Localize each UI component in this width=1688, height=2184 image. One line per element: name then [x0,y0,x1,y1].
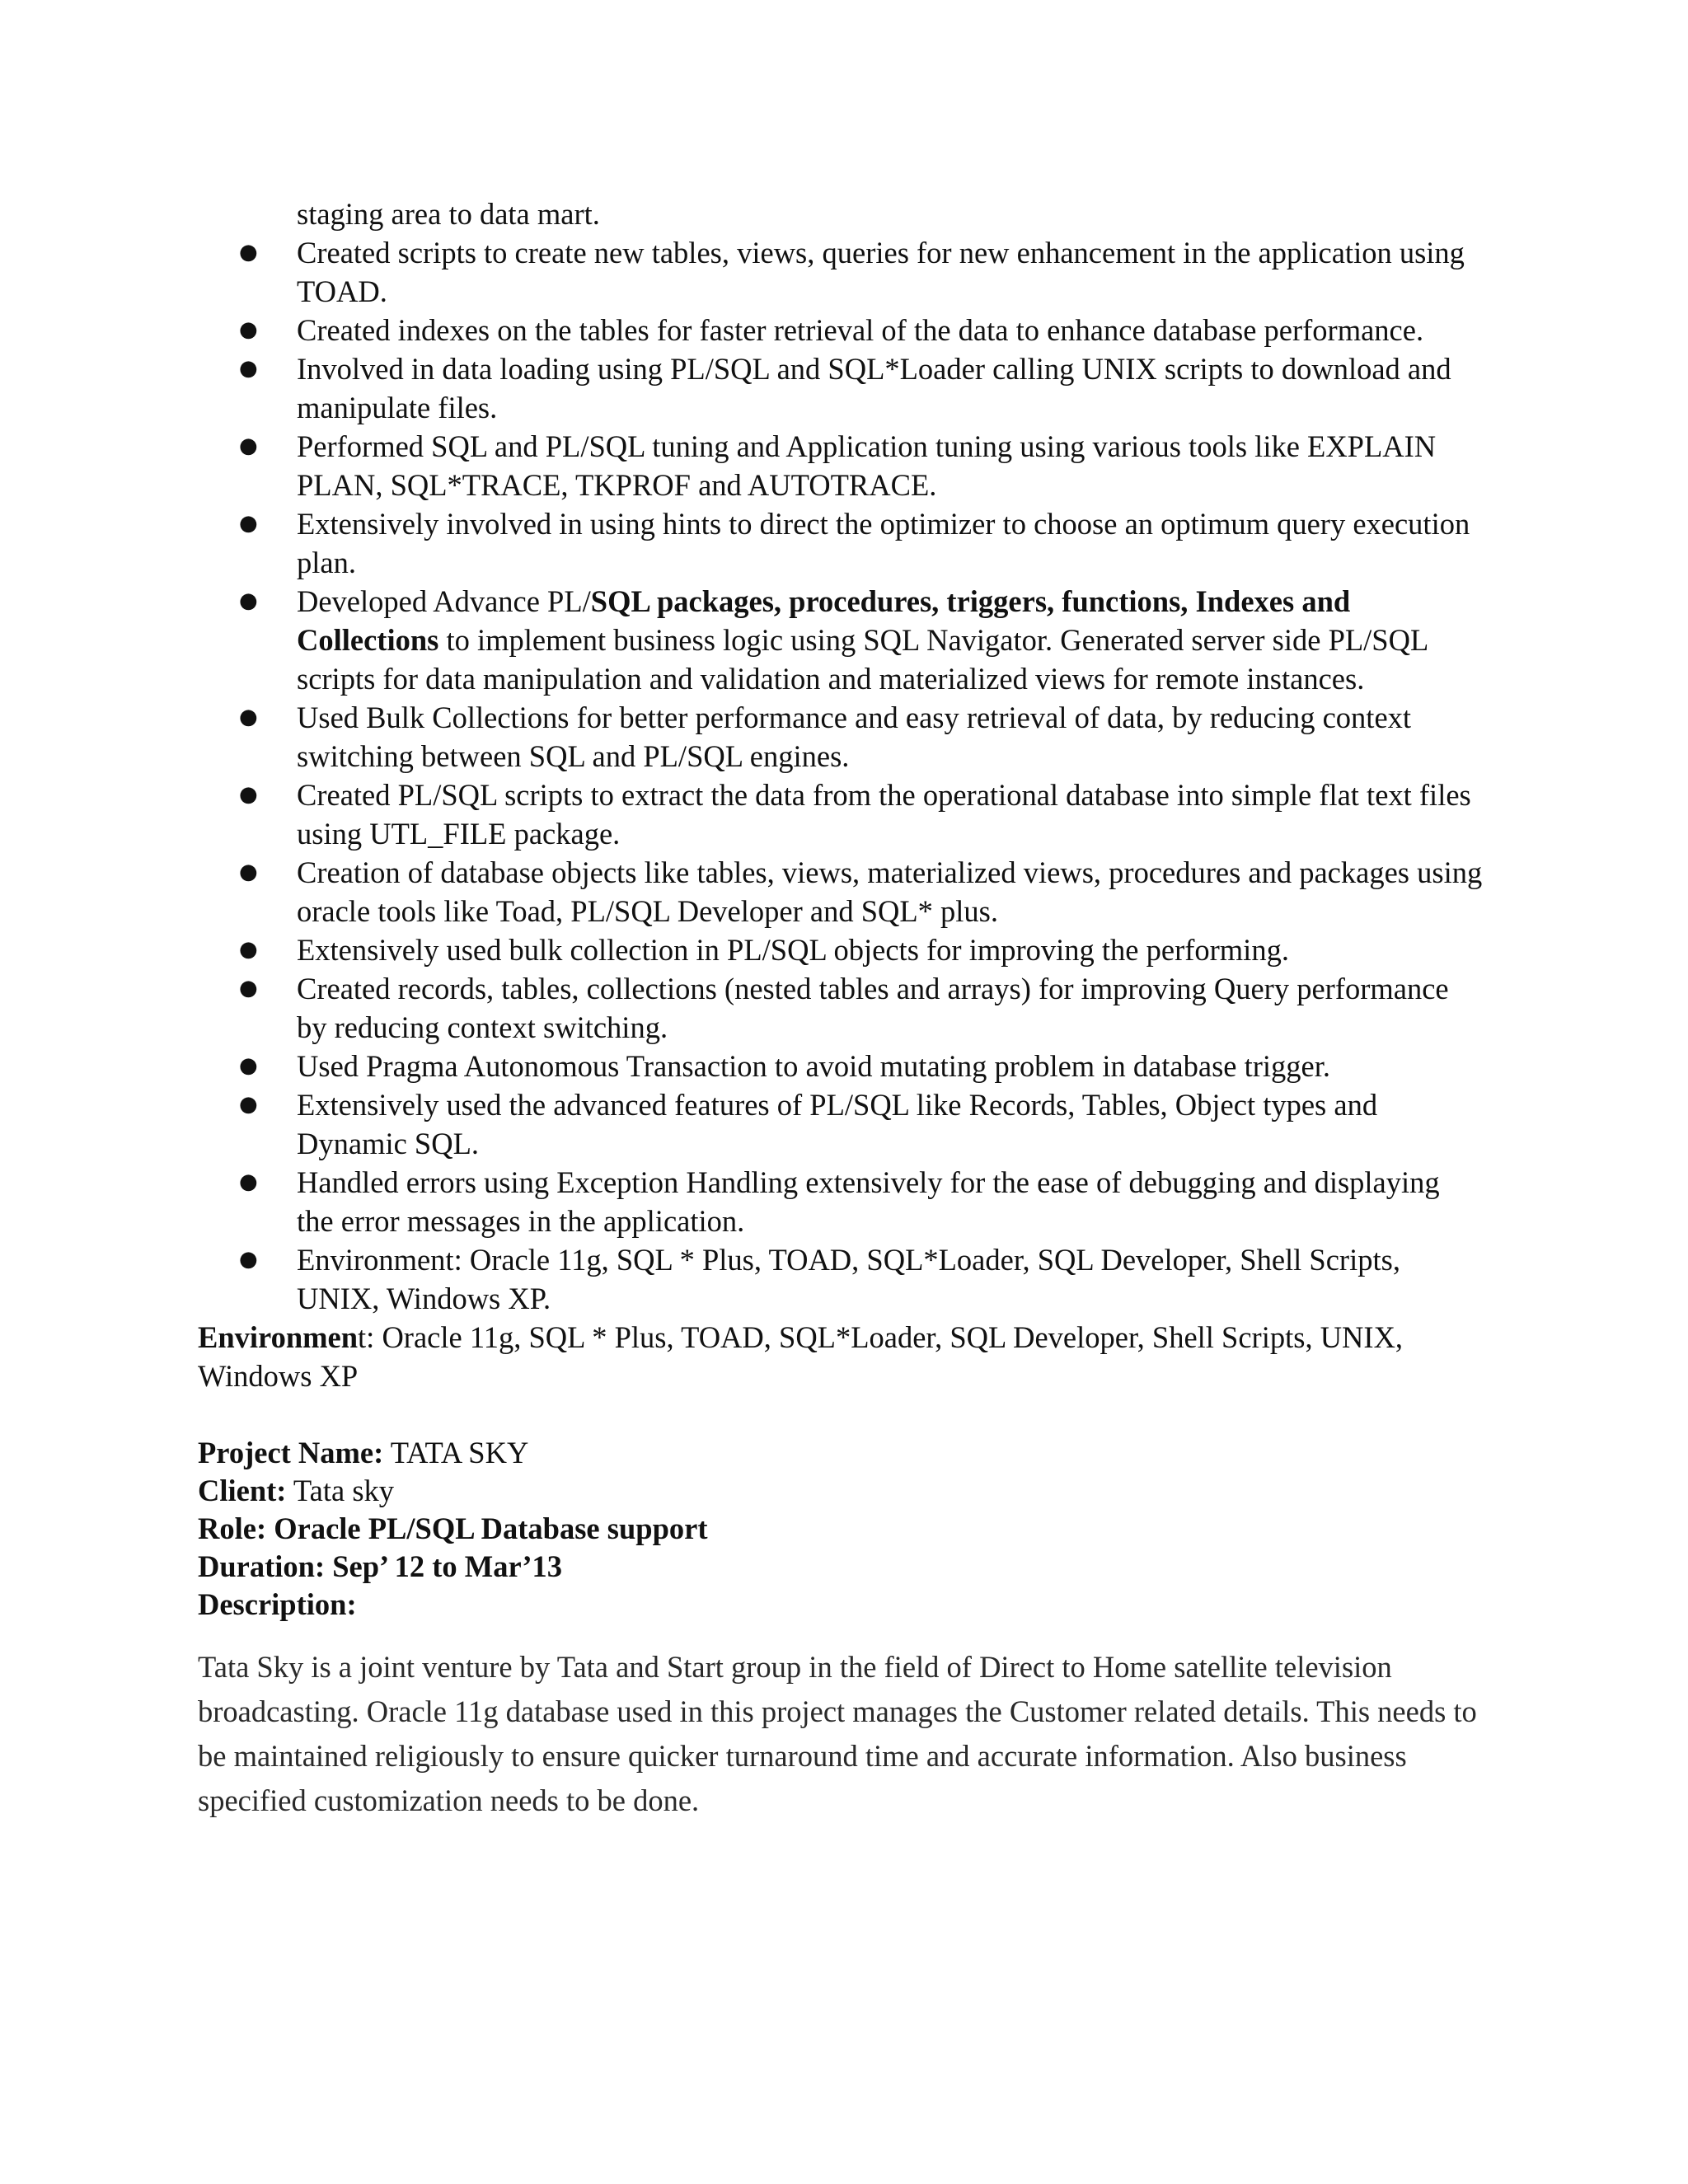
list-item: ● Handled errors using Exception Handling extensively for the ease of debugging and displaying the error messages in the application. [198,1163,1484,1240]
list-item: ● Created indexes on the tables for faster retrieval of the data to enhance database performance. [198,311,1484,349]
bullet-icon: ● [239,976,258,1001]
list-item: ● Created records, tables, collections (nested tables and arrays) for improving Query performance by reducing context switching. [198,969,1484,1047]
environment-label: Environmen [198,1320,359,1354]
list-item: ● Used Pragma Autonomous Transaction to avoid mutating problem in database trigger. [198,1047,1484,1085]
project-name: Project Name: TATA SKY [198,1436,529,1469]
bullet-icon: ● [239,317,258,342]
bullet-icon: ● [239,356,258,381]
list-item: ● Extensively used bulk collection in PL/SQL objects for improving the performing. [198,930,1484,969]
list-item: ● Extensively used the advanced features of PL/SQL like Records, Tables, Object types and Dynamic SQL. [198,1085,1484,1163]
bullet-icon: ● [239,1247,258,1272]
list-item: ● Extensively involved in using hints to direct the optimizer to choose an optimum query execution plan. [198,504,1484,582]
list-item: ● Developed Advance PL/SQL packages, procedures, triggers, functions, Indexes and Collections to implement business logic using SQL Navigator. Generated server side PL/SQL scripts for data manipulation and validation and materialized views for remote instances. [198,582,1484,698]
list-item: ● Creation of database objects like tables, views, materialized views, procedures and packages using oracle tools like Toad, PL/SQL Developer and SQL* plus. [198,853,1484,930]
project-duration: Duration: Sep’ 12 to Mar’13 [198,1549,562,1583]
list-item: ● Performed SQL and PL/SQL tuning and Application tuning using various tools like EXPLAIN PLAN, SQL*TRACE, TKPROF and AUTOTRACE. [198,427,1484,504]
environment-value: Oracle 11g, SQL * Plus, TOAD, SQL*Loader, SQL Developer, Shell Scripts, UNIX, Windows XP [198,1320,1404,1393]
project-description-label: Description: [198,1587,357,1621]
bullet-icon: ● [239,860,258,884]
bullet-icon: ● [239,511,258,536]
list-item: ● Environment: Oracle 11g, SQL * Plus, TOAD, SQL*Loader, SQL Developer, Shell Scripts, UNIX, Windows XP. [198,1240,1484,1318]
list-item: ● Used Bulk Collections for better performance and easy retrieval of data, by reducing context switching between SQL and PL/SQL engines. [198,698,1484,776]
project-description: Tata Sky is a joint venture by Tata and Start group in the field of Direct to Home satellite television broadcasting. Oracle 11g database used in this project manages the Customer related details. This needs to be maintained religiously to ensure quicker turnaround time and accurate information. Also business specified customization needs to be done. [198,1650,1477,1817]
list-item: ● Created scripts to create new tables, views, queries for new enhancement in the application using TOAD. [198,233,1484,311]
list-item: ● Involved in data loading using PL/SQL and SQL*Loader calling UNIX scripts to download and manipulate files. [198,349,1484,427]
spacer [198,1395,1484,1434]
document-page [198,194,1484,1823]
bullet-icon: ● [239,240,258,265]
bullet-icon: ● [239,588,258,613]
bullet-icon: ● [239,782,258,807]
list-item: ● Created PL/SQL scripts to extract the data from the operational database into simple flat text files using UTL_FILE package. [198,776,1484,853]
bullet-icon: ● [239,937,258,962]
environment-line: Environment: Oracle 11g, SQL * Plus, TOAD, SQL*Loader, SQL Developer, Shell Scripts, UNIX, Windows XP [198,1320,1404,1393]
continuation-line: staging area to data mart. [297,197,600,231]
bullet-icon: ● [239,705,258,729]
project-client: Client: Tata sky [198,1474,395,1507]
bullet-icon: ● [239,434,258,458]
bullet-icon: ● [239,1092,258,1117]
bullet-icon: ● [239,1053,258,1078]
project-role: Role: Oracle PL/SQL Database support [198,1511,708,1545]
responsibilities-list [198,233,1484,1318]
bullet-icon: ● [239,1169,258,1194]
